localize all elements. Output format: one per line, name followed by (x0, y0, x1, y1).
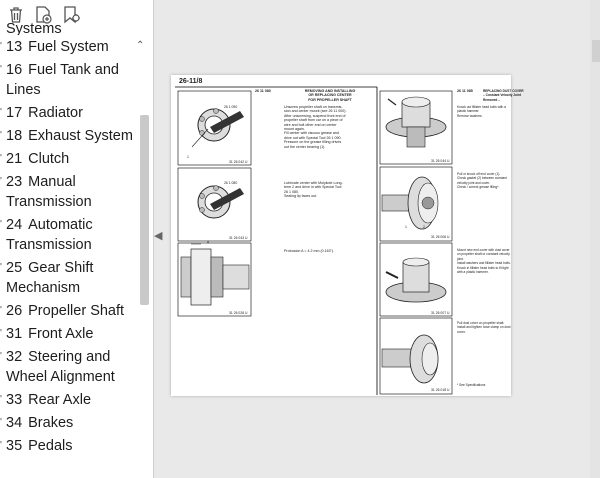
text-line: plastic hammer. (457, 109, 480, 114)
page-label: 26-11/8 (179, 78, 203, 85)
fig-callout: 2 (423, 225, 425, 229)
fig-id: 31 26 007 U (431, 311, 450, 315)
page-scrollbar[interactable] (592, 40, 600, 62)
toc-item-radiator[interactable]: ' 17 Radiator (0, 105, 83, 121)
fig-tool-label: 26 1 090 (224, 105, 238, 109)
text-line: on propeller shaft or constant velocity (457, 252, 510, 257)
toc-item-exhaust-system[interactable]: ' 18 Exhaust System (0, 128, 133, 144)
toc-item-rear-axle[interactable]: ' 33 Rear Axle (0, 392, 92, 408)
table-of-contents (0, 25, 140, 456)
bookmark-sidebar (0, 0, 154, 478)
fig-id: 31 26 043 U (229, 236, 248, 240)
instruction-text (284, 105, 374, 149)
toc-item-gear-shift[interactable]: ' 25 Gear Shift Mechanism (0, 260, 94, 296)
instruction-text: Protrusion A = 4.2 mm (0.163"). (284, 249, 335, 253)
footnote: * See Specifications (457, 383, 486, 387)
text-line: wire and bolt other end on center (284, 122, 337, 127)
text-line: Sealing lip faces out. (284, 194, 318, 199)
text-line: velocity joint and cover. (457, 180, 490, 185)
document-page (171, 75, 524, 396)
text-line: cover. (457, 329, 466, 334)
text-line: Pressure on the grease filling drives (284, 140, 342, 145)
fig-callout: 1 (187, 155, 189, 159)
text-line: joint. (457, 256, 464, 261)
toc-item-brakes[interactable]: ' 34 Brakes (0, 415, 74, 431)
title-line-3: FOR PROPELLER SHAFT (308, 97, 352, 102)
fig-id: 31 26 026 U (229, 311, 248, 315)
text-line: Knock out fillister head bolts with a (457, 105, 506, 109)
text-line: Fill center with viscous grease and (284, 131, 339, 136)
text-line: term 2 and drive in with Special Tool (284, 185, 342, 190)
text-line: Remove washers. (457, 113, 483, 118)
text-line: Unscrew propeller shaft on transmis- (284, 105, 343, 109)
section-code: 26 11 085 (457, 89, 473, 93)
toc-item-automatic-transmission[interactable]: ' 24 Automatic Transmission (0, 217, 93, 253)
section-title (483, 89, 524, 102)
fig-callout: 1 (405, 225, 407, 229)
text-line: Check / correct grease filling*. (457, 185, 500, 190)
text-line: with a plastic hammer. (457, 270, 489, 275)
fig-id: 31 26 018 U (431, 388, 450, 392)
text-line: Mount new end cover with dust cover (457, 248, 510, 252)
fig-id: 31 26 042 U (229, 160, 248, 164)
toc-item-partial[interactable]: Systems (6, 23, 62, 35)
toc-item-manual-transmission[interactable]: ' 23 Manual Transmission (0, 174, 92, 210)
text-line: Install and tighten hose clamp on dust (457, 325, 511, 330)
section-title (287, 89, 373, 102)
fig-id: 31 26 006 U (431, 235, 450, 239)
fig-id: 31 26 044 U (431, 159, 450, 163)
toc-item-pedals[interactable]: ' 35 Pedals (0, 438, 73, 454)
fig-tool-label: 26 1 080 (224, 181, 238, 185)
toc-item-clutch[interactable]: ' 21 Clutch (0, 151, 70, 167)
title-line-1: REPLACING DUST COVER (483, 89, 524, 93)
text-line: Check gasket (2) between constant (457, 176, 507, 181)
fig-callout: A (207, 240, 210, 244)
instruction-text (457, 172, 509, 190)
text-line: 26 1 080. (284, 189, 299, 194)
collapse-sidebar-icon[interactable]: ◀ (154, 230, 163, 242)
title-line-3: Removed – (483, 97, 501, 102)
toc-item-fuel-system[interactable]: ' 13 Fuel System (0, 39, 109, 55)
text-line: Lubricate center with Molykote Long- (284, 181, 343, 185)
sidebar-scrollbar[interactable] (140, 115, 149, 305)
text-line: propeller shaft from car on a piece of (284, 118, 343, 123)
toc-item-fuel-tank[interactable]: ' 16 Fuel Tank and Lines (0, 62, 119, 98)
toc-item-steering[interactable]: ' 32 Steering and Wheel Alignment (0, 349, 115, 385)
title-line-2: OR REPLACING CENTER (308, 93, 352, 98)
chevron-up-icon[interactable]: ⌃ (136, 40, 145, 51)
instruction-text (457, 248, 509, 274)
text-line: sion and center mount (see 26 11 000). (284, 109, 347, 114)
text-line: Pull or knock off end cover (1). (457, 172, 501, 176)
text-line: out the center bearing (1). (284, 144, 326, 149)
text-line: Pull dust cover on propeller shaft. (457, 321, 505, 325)
instruction-text (284, 181, 374, 199)
right-scroll-area (590, 0, 600, 478)
text-line: mount again. (284, 127, 305, 132)
toc-item-propeller-shaft[interactable]: ' 26 Propeller Shaft (0, 303, 125, 319)
text-line: drive out with Special Tool 26 1 090. (284, 135, 342, 140)
toc-item-front-axle[interactable]: ' 31 Front Axle (0, 326, 94, 342)
text-line: Knock in fillister head bolts to fit tight (457, 265, 509, 270)
section-code: 26 11 080 (255, 89, 271, 93)
text-line: After unscrewing, suspend front end of (284, 113, 346, 118)
title-line-1: REMOVING AND INSTALLING (304, 89, 356, 93)
title-line-2: – Constant Velocity Joint (483, 93, 521, 98)
instruction-text (457, 321, 509, 334)
instruction-text (457, 105, 509, 118)
text-line: Install washers and fillister head bolts. (457, 261, 511, 266)
